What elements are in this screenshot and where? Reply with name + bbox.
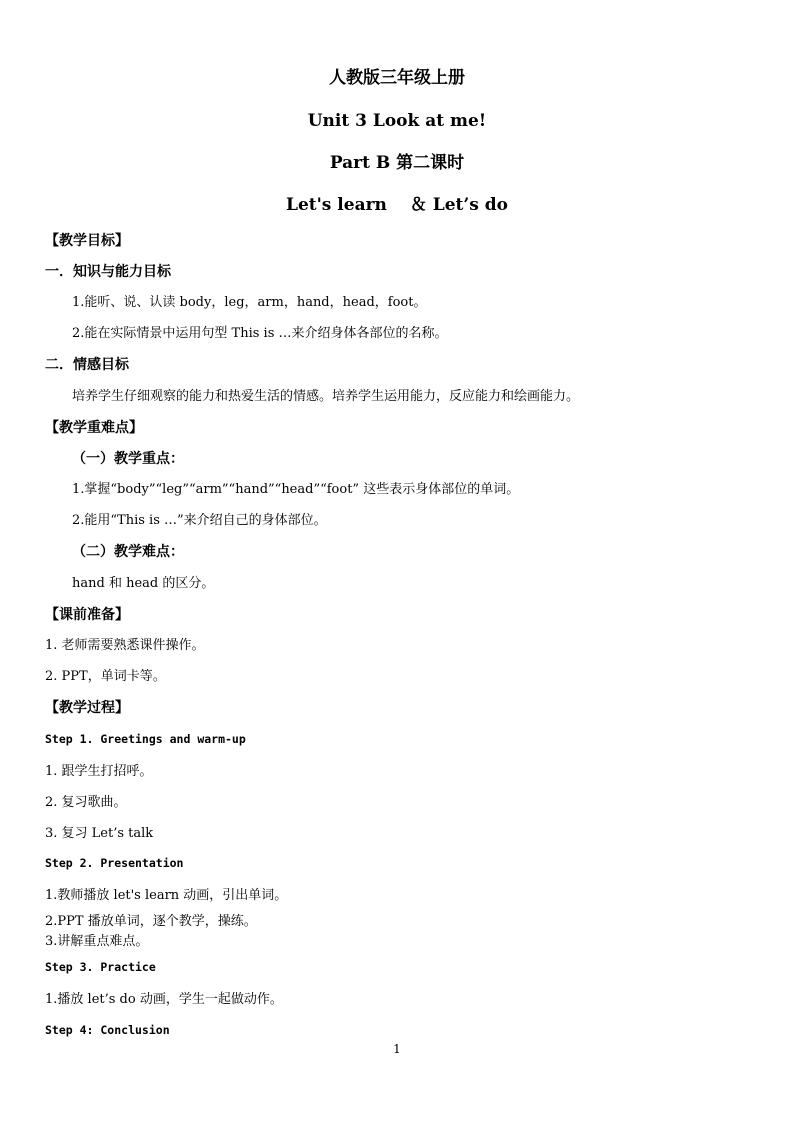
step2-item-3: 3.讲解重点难点。 bbox=[45, 934, 149, 949]
key-heading: 【教学重难点】 bbox=[45, 420, 143, 436]
step2-item-2: 2.PPT 播放单词，逐个教学，操练。 bbox=[45, 914, 257, 929]
key-item-2: 2.能用“This is …”来介绍自己的身体部位。 bbox=[72, 513, 327, 528]
step4-heading: Step 4: Conclusion bbox=[45, 1023, 170, 1037]
prep-item-2: 2. PPT，单词卡等。 bbox=[45, 669, 166, 684]
knowledge-item-1: 1.能听、说、认读 body，leg，arm，hand，head，foot。 bbox=[72, 295, 427, 310]
step2-item-1: 1.教师播放 let's learn 动画，引出单词。 bbox=[45, 888, 288, 903]
doc-title-grade: 人教版三年级上册 bbox=[329, 68, 465, 88]
step2-heading: Step 2. Presentation bbox=[45, 856, 184, 870]
process-heading: 【教学过程】 bbox=[45, 700, 129, 716]
step1-item-3: 3. 复习 Let’s talk bbox=[45, 826, 154, 841]
objectives-heading: 【教学目标】 bbox=[45, 233, 129, 249]
step3-item-1: 1.播放 let’s do 动画，学生一起做动作。 bbox=[45, 992, 283, 1007]
page-number: 1 bbox=[393, 1042, 401, 1056]
step1-item-1: 1. 跟学生打招呼。 bbox=[45, 764, 153, 779]
key-points-heading: （一）教学重点： bbox=[72, 451, 184, 467]
step1-heading: Step 1. Greetings and warm-up bbox=[45, 732, 246, 746]
knowledge-item-2: 2.能在实际情景中运用句型 This is …来介绍身体各部位的名称。 bbox=[72, 326, 448, 341]
emotion-item-1: 培养学生仔细观察的能力和热爱生活的情感。培养学生运用能力，反应能力和绘画能力。 bbox=[72, 389, 580, 404]
key-item-1: 1.掌握“body”“leg”“arm”“hand”“head”“foot” 这些表示身体部位的单词。 bbox=[72, 482, 520, 497]
prep-heading: 【课前准备】 bbox=[45, 607, 129, 623]
step1-item-2: 2. 复习歌曲。 bbox=[45, 795, 127, 810]
difficult-item-1: hand 和 head 的区分。 bbox=[72, 576, 215, 591]
step3-heading: Step 3. Practice bbox=[45, 960, 156, 974]
prep-item-1: 1. 老师需要熟悉课件操作。 bbox=[45, 638, 205, 653]
doc-title-unit: Unit 3 Look at me! bbox=[307, 111, 487, 131]
difficult-heading: （二）教学难点： bbox=[72, 544, 184, 560]
doc-title-part: Part B 第二课时 bbox=[329, 153, 465, 173]
knowledge-heading: 一．知识与能力目标 bbox=[45, 264, 171, 280]
doc-title-lesson: Let's learn ＆ Let’s do bbox=[285, 195, 508, 215]
emotion-heading: 二．情感目标 bbox=[45, 357, 129, 373]
